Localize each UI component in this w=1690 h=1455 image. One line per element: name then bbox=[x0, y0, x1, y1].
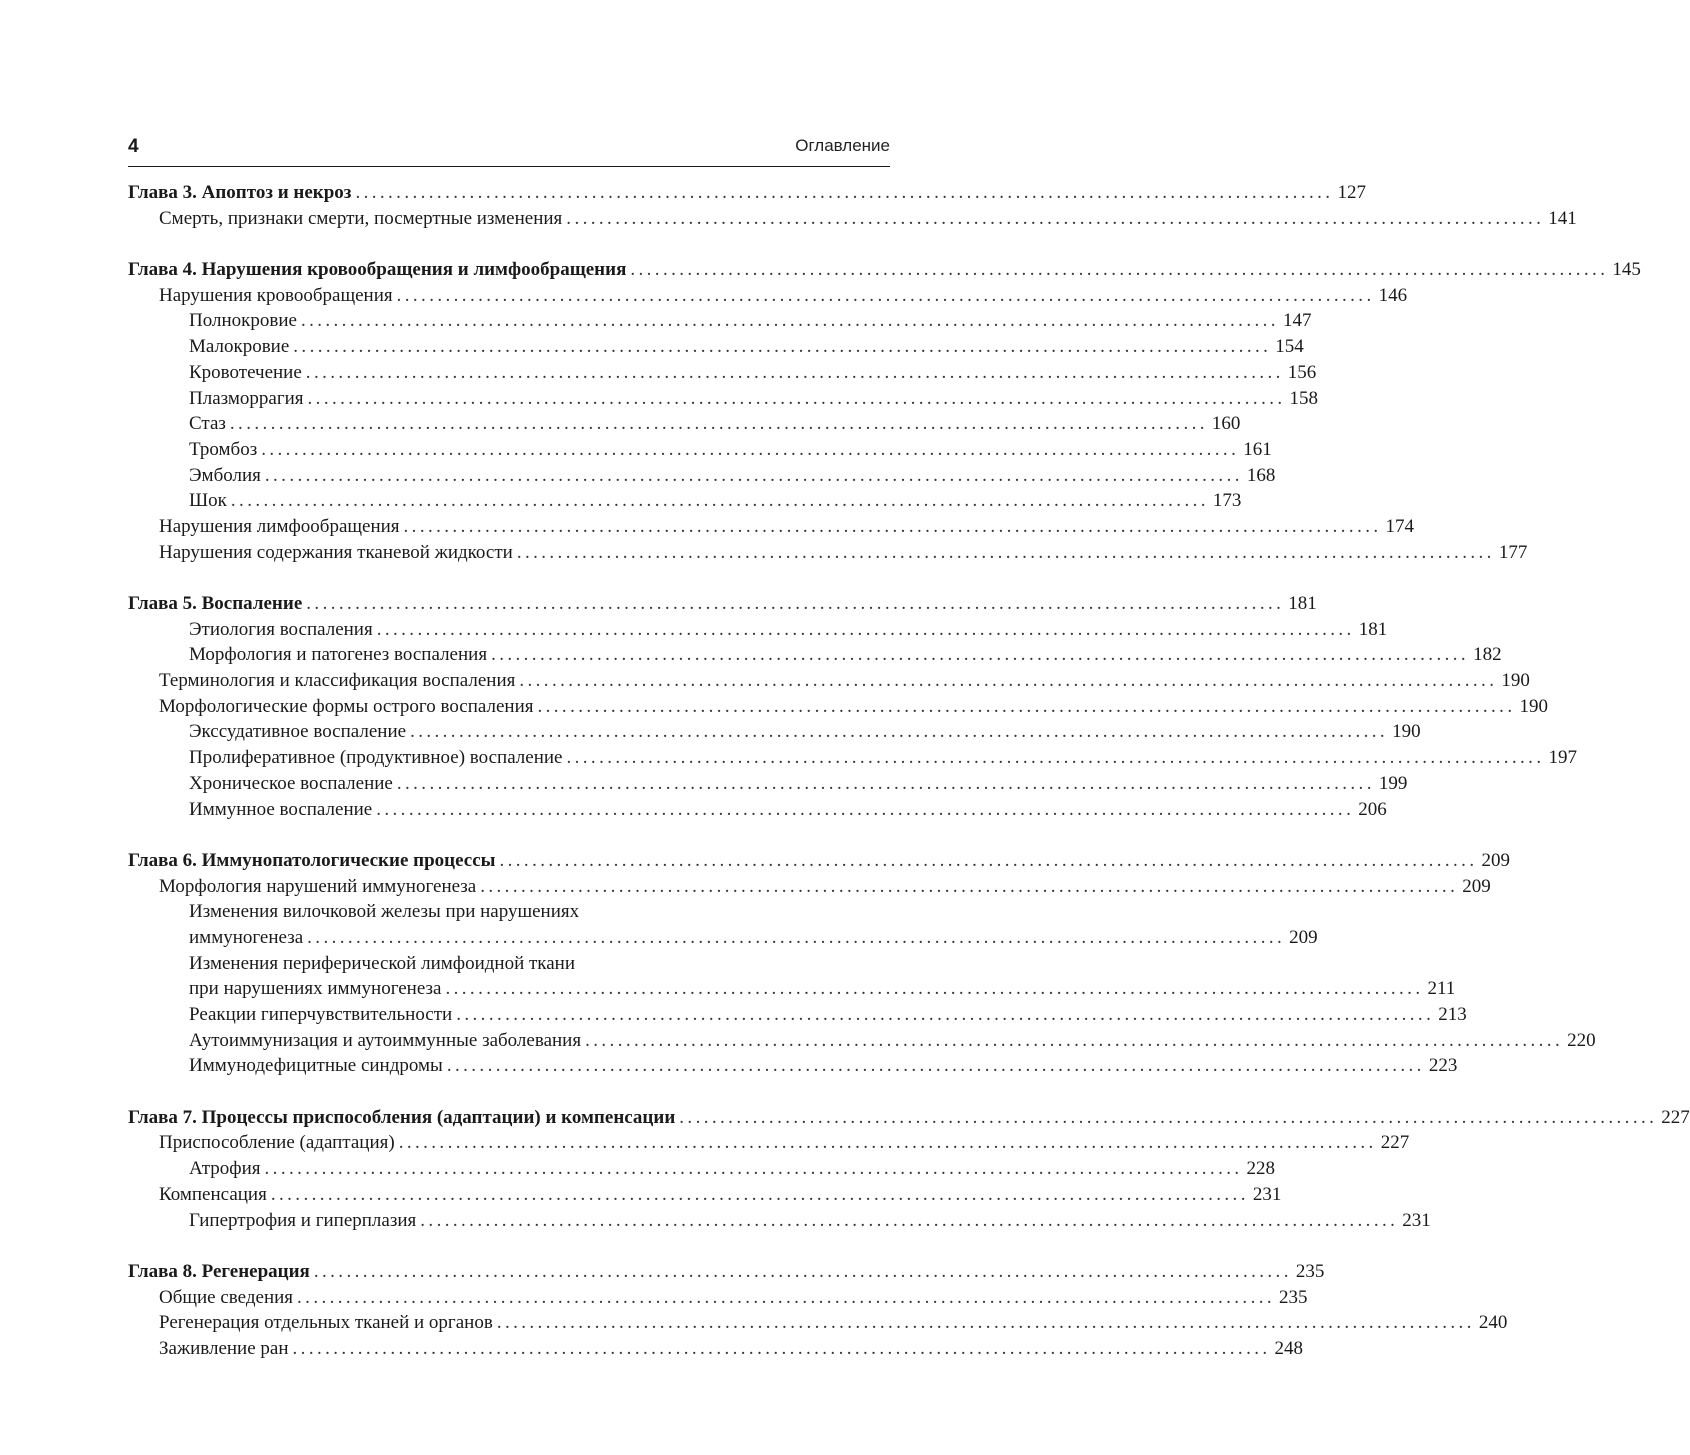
dot-leader: ........................................................................................................................ bbox=[410, 721, 1389, 743]
toc-entry-title: Тромбоз bbox=[189, 438, 258, 460]
toc-entry-page: 161 bbox=[1243, 438, 1272, 460]
toc-subsection[interactable] bbox=[128, 308, 1312, 334]
toc-subsection[interactable] bbox=[128, 642, 1502, 668]
toc-entry-title: Реакции гиперчувствительности bbox=[189, 1004, 453, 1025]
toc-entry-title: Малокровие bbox=[189, 336, 290, 358]
dot-leader: ........................................................................................................................ bbox=[264, 464, 1243, 486]
toc-entry-title: Морфология нарушений иммуногенеза bbox=[159, 875, 477, 897]
toc-entry-title: Полнокровие bbox=[189, 310, 297, 332]
toc-entry-page: 231 bbox=[1252, 1183, 1282, 1205]
dot-leader: ........................................................................................................................ bbox=[519, 670, 1498, 692]
toc-entry-title: Глава 6. Иммунопатологические процессы bbox=[128, 849, 496, 871]
dot-leader: ........................................................................................................................ bbox=[537, 695, 1516, 717]
toc-section[interactable] bbox=[128, 874, 1491, 900]
table-of-contents bbox=[128, 180, 1690, 1362]
header-rule bbox=[128, 166, 890, 167]
toc-subsection[interactable] bbox=[128, 488, 1242, 514]
toc-entry-title: иммуногенеза bbox=[189, 926, 304, 948]
toc-section[interactable] bbox=[128, 694, 1548, 720]
toc-entry-title: Иммунное воспаление bbox=[189, 798, 373, 820]
toc-entry-page: 190 bbox=[1519, 695, 1548, 717]
toc-entry-page: 173 bbox=[1212, 490, 1242, 512]
toc-entry-title: Кровотечение bbox=[189, 361, 302, 383]
toc-entry-page: 206 bbox=[1358, 798, 1387, 820]
toc-entry-page: 235 bbox=[1295, 1260, 1325, 1282]
toc-section[interactable] bbox=[128, 283, 1408, 309]
toc-entry-page: 156 bbox=[1287, 361, 1317, 383]
dot-leader: ........................................................................................................................ bbox=[566, 747, 1545, 769]
dot-leader: ........................................................................................................................ bbox=[445, 978, 1424, 1000]
toc-entry-title: Терминология и классификация воспаления bbox=[159, 670, 516, 692]
toc-entry-title: Иммунодефицитные синдромы bbox=[189, 1055, 443, 1077]
toc-entry-title: Хроническое воспаление bbox=[189, 772, 393, 794]
toc-section[interactable] bbox=[128, 668, 1530, 694]
toc-entry-title-line[interactable]: Изменения вилочковой железы при нарушениях bbox=[189, 901, 580, 923]
toc-entry-page: 174 bbox=[1385, 515, 1415, 537]
toc-subsection[interactable] bbox=[128, 386, 1319, 412]
dot-leader: ........................................................................................................................ bbox=[300, 310, 1279, 332]
toc-entry-page: 177 bbox=[1498, 541, 1528, 563]
toc-entry-title: Этиология воспаления bbox=[189, 618, 373, 640]
toc-entry-page: 231 bbox=[1402, 1209, 1431, 1231]
toc-subsection[interactable] bbox=[128, 1208, 1431, 1234]
toc-entry-title: Компенсация bbox=[159, 1183, 267, 1205]
toc-entry-page: 228 bbox=[1246, 1158, 1276, 1180]
toc-entry-page: 211 bbox=[1427, 978, 1456, 1000]
dot-leader: ........................................................................................................................ bbox=[566, 207, 1545, 229]
toc-entry-page: 197 bbox=[1548, 747, 1577, 769]
toc-entry-page: 213 bbox=[1438, 1004, 1467, 1025]
running-title: Оглавление bbox=[795, 136, 890, 155]
page-header bbox=[128, 136, 890, 160]
toc-section[interactable] bbox=[128, 206, 1577, 232]
toc-chapter[interactable] bbox=[128, 1259, 1325, 1285]
toc-section[interactable] bbox=[128, 1336, 1304, 1362]
toc-subsection[interactable] bbox=[128, 976, 1456, 1002]
dot-leader: ........................................................................................................................ bbox=[229, 413, 1208, 435]
toc-subsection[interactable] bbox=[128, 719, 1421, 745]
toc-entry-title: Глава 8. Регенерация bbox=[128, 1260, 310, 1282]
dot-leader: ........................................................................................................................ bbox=[446, 1055, 1425, 1077]
toc-entry-title-line[interactable]: Изменения периферической лимфоидной ткани bbox=[189, 952, 576, 974]
toc-entry-page: 182 bbox=[1473, 644, 1502, 666]
toc-entry-page: 145 bbox=[1612, 259, 1641, 281]
toc-subsection[interactable] bbox=[128, 411, 1241, 437]
toc-entry-title: Глава 5. Воспаление bbox=[128, 593, 303, 614]
toc-subsection[interactable] bbox=[128, 925, 1318, 951]
dot-leader: ........................................................................................................................ bbox=[264, 1158, 1243, 1180]
toc-section[interactable] bbox=[128, 1285, 1308, 1311]
toc-entry-page: 141 bbox=[1548, 207, 1577, 229]
toc-subsection[interactable] bbox=[128, 797, 1387, 823]
toc-entry-title: Эмболия bbox=[189, 464, 261, 486]
dot-leader: ........................................................................................................................ bbox=[376, 798, 1355, 820]
dot-leader: ........................................................................................................................ bbox=[491, 644, 1470, 666]
toc-entry-title: Морфология и патогенез воспаления bbox=[189, 644, 488, 666]
dot-leader: ........................................................................................................................ bbox=[306, 593, 1285, 614]
dot-leader: ........................................................................................................................ bbox=[307, 926, 1286, 948]
dot-leader: ........................................................................................................................ bbox=[456, 1004, 1435, 1025]
toc-subsection[interactable] bbox=[128, 1028, 1596, 1054]
dot-leader: ........................................................................................................................ bbox=[420, 1209, 1399, 1231]
toc-entry-page: 227 bbox=[1380, 1132, 1410, 1154]
toc-entry-page: 209 bbox=[1481, 849, 1510, 871]
toc-subsection[interactable] bbox=[128, 437, 1272, 463]
toc-subsection[interactable] bbox=[128, 1156, 1276, 1182]
toc-subsection[interactable] bbox=[128, 463, 1276, 489]
toc-entry-title: при нарушениях иммуногенеза bbox=[189, 978, 442, 1000]
toc-entry-page: 147 bbox=[1282, 310, 1312, 332]
toc-section[interactable] bbox=[128, 514, 1415, 540]
toc-entry-title: Плазморрагия bbox=[189, 387, 304, 409]
page-number: 4 bbox=[128, 136, 139, 157]
toc-entry-title: Приспособление (адаптация) bbox=[159, 1132, 395, 1154]
toc-entry-page: 209 bbox=[1289, 926, 1318, 948]
toc-entry-title: Аутоиммунизация и аутоиммунные заболевания bbox=[189, 1029, 582, 1051]
toc-entry-page: 190 bbox=[1501, 670, 1530, 692]
toc-entry-title: Общие сведения bbox=[159, 1286, 294, 1308]
dot-leader: ........................................................................................................................ bbox=[270, 1183, 1249, 1205]
toc-entry-title: Шок bbox=[189, 490, 227, 512]
toc-subsection[interactable] bbox=[128, 745, 1577, 771]
toc-entry-title: Глава 3. Апоптоз и некроз bbox=[128, 182, 352, 203]
dot-leader: ........................................................................................................................ bbox=[313, 1260, 1292, 1282]
toc-entry-title: Экссудативное воспаление bbox=[189, 721, 407, 743]
dot-leader: ........................................................................................................................ bbox=[480, 875, 1459, 897]
toc-entry-title: Гипертрофия и гиперплазия bbox=[189, 1209, 417, 1231]
toc-entry-title: Глава 4. Нарушения кровообращения и лимфообращения bbox=[128, 259, 627, 281]
toc-entry-page: 248 bbox=[1274, 1337, 1304, 1359]
toc-entry-page: 127 bbox=[1337, 182, 1366, 203]
dot-leader: ........................................................................................................................ bbox=[516, 541, 1495, 563]
toc-entry-page: 160 bbox=[1211, 413, 1241, 435]
toc-entry-title: Нарушения содержания тканевой жидкости bbox=[159, 541, 513, 563]
dot-leader: ........................................................................................................................ bbox=[230, 490, 1209, 512]
dot-leader: ........................................................................................................................ bbox=[293, 336, 1272, 358]
toc-subsection[interactable] bbox=[128, 617, 1388, 643]
dot-leader: ........................................................................................................................ bbox=[398, 1132, 1377, 1154]
dot-leader: ........................................................................................................................ bbox=[496, 1312, 1475, 1334]
toc-chapter[interactable] bbox=[128, 1105, 1690, 1131]
dot-leader: ........................................................................................................................ bbox=[403, 515, 1382, 537]
toc-entry-page: 223 bbox=[1428, 1055, 1458, 1077]
toc-subsection[interactable] bbox=[128, 360, 1317, 386]
toc-entry-page: 158 bbox=[1289, 387, 1319, 409]
dot-leader: ........................................................................................................................ bbox=[585, 1029, 1564, 1051]
toc-entry-page: 235 bbox=[1279, 1286, 1308, 1308]
dot-leader: ........................................................................................................................ bbox=[679, 1106, 1658, 1128]
toc-entry-title: Стаз bbox=[189, 413, 226, 435]
toc-entry-page: 227 bbox=[1661, 1106, 1690, 1128]
dot-leader: ........................................................................................................................ bbox=[305, 361, 1284, 383]
toc-entry-page: 181 bbox=[1358, 618, 1388, 640]
toc-entry-title: Смерть, признаки смерти, посмертные изменения bbox=[159, 207, 563, 229]
toc-entry-title: Нарушения лимфообращения bbox=[159, 515, 400, 537]
toc-entry-title: Регенерация отдельных тканей и органов bbox=[159, 1312, 493, 1334]
dot-leader: ........................................................................................................................ bbox=[307, 387, 1286, 409]
toc-entry-page: 220 bbox=[1567, 1029, 1596, 1051]
toc-entry-title: Нарушения кровообращения bbox=[159, 284, 393, 306]
toc-section[interactable] bbox=[128, 1182, 1282, 1208]
toc-entry-title: Пролиферативное (продуктивное) воспаление bbox=[189, 747, 563, 769]
toc-subsection[interactable] bbox=[128, 771, 1408, 797]
toc-entry-page: 199 bbox=[1378, 772, 1408, 794]
toc-entry-page: 190 bbox=[1392, 721, 1421, 743]
toc-chapter[interactable] bbox=[128, 848, 1510, 874]
toc-section[interactable] bbox=[128, 1130, 1410, 1156]
toc-entry-page: 181 bbox=[1288, 593, 1317, 614]
dot-leader: ........................................................................................................................ bbox=[499, 849, 1478, 871]
dot-leader: ........................................................................................................................ bbox=[261, 438, 1240, 460]
toc-subsection[interactable] bbox=[128, 334, 1304, 360]
dot-leader: ........................................................................................................................ bbox=[297, 1286, 1276, 1308]
toc-entry-page: 209 bbox=[1462, 875, 1491, 897]
toc-entry-page: 154 bbox=[1275, 336, 1304, 358]
toc-chapter[interactable] bbox=[128, 257, 1641, 283]
toc-section[interactable] bbox=[128, 540, 1528, 566]
toc-entry-title: Глава 7. Процессы приспособления (адаптации) и компенсации bbox=[128, 1106, 676, 1128]
toc-entry-title: Заживление ран bbox=[159, 1337, 289, 1359]
dot-leader: ........................................................................................................................ bbox=[292, 1337, 1271, 1359]
dot-leader: ........................................................................................................................ bbox=[355, 182, 1334, 203]
toc-entry-title: Морфологические формы острого воспаления bbox=[159, 695, 534, 717]
toc-section[interactable] bbox=[128, 1310, 1508, 1336]
toc-entry-page: 168 bbox=[1246, 464, 1276, 486]
toc-subsection[interactable] bbox=[128, 1002, 1467, 1028]
dot-leader: ........................................................................................................................ bbox=[630, 259, 1609, 281]
toc-entry-title: Атрофия bbox=[189, 1158, 261, 1180]
toc-chapter[interactable] bbox=[128, 591, 1317, 617]
dot-leader: ........................................................................................................................ bbox=[396, 772, 1375, 794]
toc-chapter[interactable] bbox=[128, 180, 1366, 206]
dot-leader: ........................................................................................................................ bbox=[376, 618, 1355, 640]
dot-leader: ........................................................................................................................ bbox=[396, 284, 1375, 306]
toc-entry-page: 146 bbox=[1378, 284, 1408, 306]
toc-subsection[interactable] bbox=[128, 1053, 1458, 1079]
toc-entry-page: 240 bbox=[1478, 1312, 1508, 1334]
